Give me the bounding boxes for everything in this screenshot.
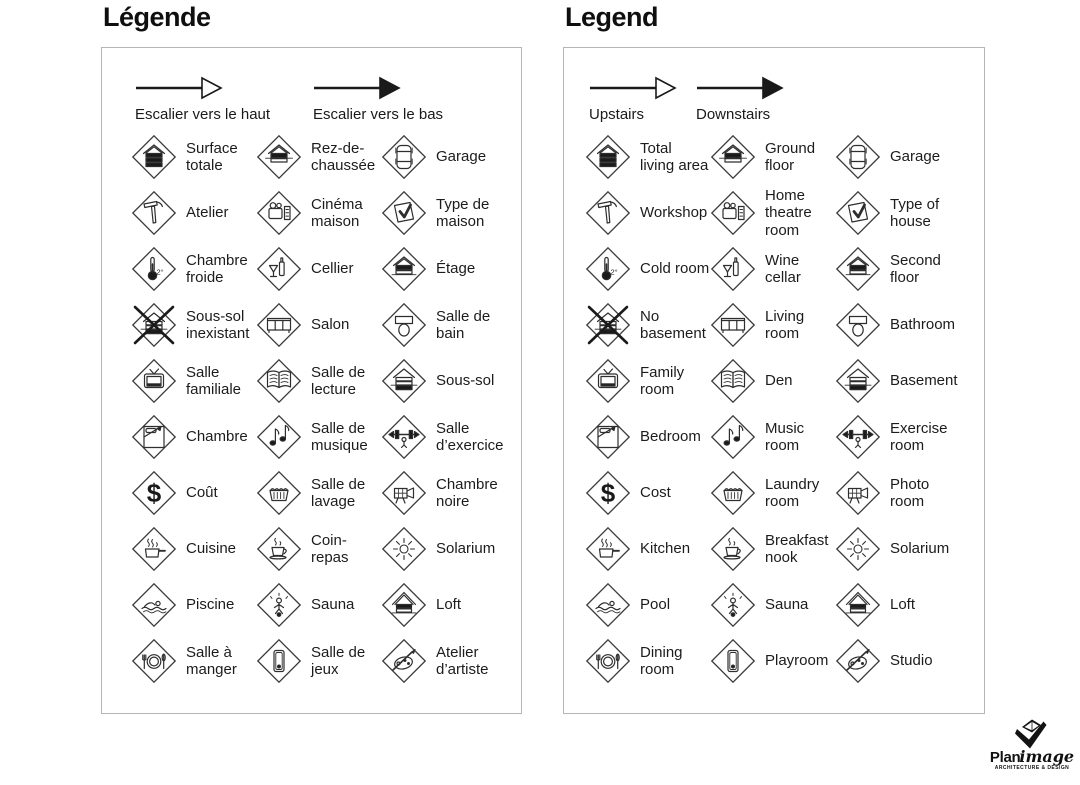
legend-item-label: Salon — [311, 316, 350, 334]
legend-item-label: Photo room — [890, 475, 930, 510]
legend-item-label: Coût — [186, 484, 218, 502]
legend-item-label: Studio — [890, 652, 933, 670]
arrow-label: Escalier vers le bas — [313, 106, 444, 123]
legend-item-label: Chambre noire — [436, 475, 498, 510]
wine-cellar-icon — [256, 246, 302, 292]
legend-item — [585, 633, 710, 689]
legend-item-label: Atelier d’artiste — [436, 643, 489, 678]
family-room-icon — [585, 358, 631, 404]
arrow-filled-icon — [313, 76, 401, 100]
legend-item — [256, 241, 381, 297]
no-basement-icon — [131, 302, 177, 348]
basement-icon — [381, 358, 427, 404]
legend-item — [835, 577, 970, 633]
bathroom-icon — [835, 302, 881, 348]
total-area-icon — [585, 134, 631, 180]
stairs-up-arrow-item — [589, 76, 677, 123]
legend-item — [710, 129, 835, 185]
stairs-down-arrow-item — [313, 76, 443, 123]
stairs-up-arrow-item — [135, 76, 270, 123]
legend-item — [256, 185, 381, 241]
ground-floor-icon — [710, 134, 756, 180]
legend-item — [585, 409, 710, 465]
legend-item-label: No basement — [640, 307, 706, 342]
cost-icon — [131, 470, 177, 516]
legend-item-label: Sauna — [311, 596, 355, 614]
legend-item-label: Salle de jeux — [311, 643, 366, 678]
home-theatre-icon — [710, 190, 756, 236]
legend-panel-english — [563, 47, 985, 714]
legend-item-label: Bedroom — [640, 428, 701, 446]
legend-item — [131, 297, 256, 353]
music-room-icon — [256, 414, 302, 460]
legend-item — [381, 409, 516, 465]
legend-item-label: Music room — [765, 419, 805, 454]
legend-item — [256, 465, 381, 521]
legend-item-label: Type of house — [890, 195, 940, 230]
legend-item — [381, 129, 516, 185]
legend-item-label: Loft — [436, 596, 462, 614]
ground-floor-icon — [256, 134, 302, 180]
legend-item-label: Exercise room — [890, 419, 948, 454]
legend-item — [835, 353, 970, 409]
legend-item — [585, 577, 710, 633]
legend-panel-french — [101, 47, 522, 714]
legend-item-label: Pool — [640, 596, 671, 614]
bathroom-icon — [381, 302, 427, 348]
playroom-icon — [710, 638, 756, 684]
legend-item — [710, 465, 835, 521]
legend-item-label: Coin-repas — [311, 531, 349, 566]
laundry-room-icon — [256, 470, 302, 516]
legend-item — [131, 465, 256, 521]
legend-item — [585, 521, 710, 577]
legend-item — [381, 577, 516, 633]
den-icon — [256, 358, 302, 404]
legend-item-label: Cuisine — [186, 540, 237, 558]
studio-icon — [835, 638, 881, 684]
cost-icon — [585, 470, 631, 516]
legend-item-label: Cinéma maison — [311, 195, 363, 230]
legend-item — [835, 129, 970, 185]
legend-item-label: Dining room — [640, 643, 683, 678]
legend-item — [131, 129, 256, 185]
dining-room-icon — [131, 638, 177, 684]
legend-item-label: Salle de lavage — [311, 475, 366, 510]
studio-icon — [381, 638, 427, 684]
basement-icon — [835, 358, 881, 404]
legend-item — [585, 353, 710, 409]
living-room-icon — [710, 302, 756, 348]
arrow-label: Downstairs — [696, 106, 771, 123]
garage-icon — [835, 134, 881, 180]
dining-room-icon — [585, 638, 631, 684]
legend-item-label: Workshop — [640, 204, 708, 222]
legend-item — [585, 297, 710, 353]
legend-item-label: Living room — [765, 307, 805, 342]
legend-item — [585, 241, 710, 297]
legend-item — [256, 409, 381, 465]
legend-item-label: Salle familiale — [186, 363, 242, 398]
legend-item-label: Solarium — [436, 540, 496, 558]
cold-room-icon — [131, 246, 177, 292]
legend-item — [256, 297, 381, 353]
legend-item — [710, 185, 835, 241]
legend-item-label: Laundry room — [765, 475, 820, 510]
legend-item-label: Cold room — [640, 260, 710, 278]
legend-item-label: Piscine — [186, 596, 235, 614]
workshop-icon — [585, 190, 631, 236]
arrow-label: Upstairs — [589, 106, 645, 123]
legend-item — [131, 521, 256, 577]
arrow-open-icon — [135, 76, 223, 100]
sauna-icon — [256, 582, 302, 628]
legend-item — [381, 521, 516, 577]
legend-item-label: Garage — [890, 148, 941, 166]
logo-word-image: image — [1019, 747, 1075, 766]
solarium-icon — [381, 526, 427, 572]
loft-icon — [835, 582, 881, 628]
legend-item-label: Second floor — [890, 251, 941, 286]
breakfast-nook-icon — [256, 526, 302, 572]
legend-item-label: Loft — [890, 596, 916, 614]
legend-item-label: Family room — [640, 363, 685, 398]
kitchen-icon — [131, 526, 177, 572]
legend-grid-french — [131, 129, 516, 689]
legend-item-label: Den — [765, 372, 793, 390]
legend-item — [131, 577, 256, 633]
legend-item — [835, 185, 970, 241]
legend-item — [381, 465, 516, 521]
legend-item — [131, 241, 256, 297]
legend-item — [381, 633, 516, 689]
family-room-icon — [131, 358, 177, 404]
exercise-room-icon — [381, 414, 427, 460]
legend-item — [835, 465, 970, 521]
legend-item — [381, 297, 516, 353]
legend-item-label: Ground floor — [765, 139, 816, 174]
legend-title-french: Légende — [103, 2, 211, 32]
legend-item — [585, 185, 710, 241]
arrow-label: Escalier vers le haut — [135, 106, 271, 123]
legend-item — [710, 353, 835, 409]
legend-item — [835, 409, 970, 465]
legend-item-label: Solarium — [890, 540, 950, 558]
legend-title-english: Legend — [565, 2, 659, 32]
legend-item — [131, 185, 256, 241]
playroom-icon — [256, 638, 302, 684]
photo-room-icon — [835, 470, 881, 516]
type-of-house-icon — [381, 190, 427, 236]
bedroom-icon — [585, 414, 631, 460]
total-area-icon — [131, 134, 177, 180]
photo-room-icon — [381, 470, 427, 516]
garage-icon — [381, 134, 427, 180]
planimage-logo — [984, 716, 1080, 771]
legend-item-label: Cellier — [311, 260, 354, 278]
legend-item — [585, 465, 710, 521]
legend-item-label: Salle de bain — [436, 307, 491, 342]
legend-item-label: Salle à manger — [186, 643, 237, 678]
arrow-open-icon — [589, 76, 677, 100]
loft-icon — [381, 582, 427, 628]
logo-subtitle: ARCHITECTURE & DESIGN — [994, 765, 1070, 771]
breakfast-nook-icon — [710, 526, 756, 572]
legend-item-label: Salle de lecture — [311, 363, 366, 398]
pool-icon — [131, 582, 177, 628]
legend-item — [585, 129, 710, 185]
cold-room-icon — [585, 246, 631, 292]
legend-item — [835, 241, 970, 297]
legend-item-label: Bathroom — [890, 316, 956, 334]
type-of-house-icon — [835, 190, 881, 236]
exercise-room-icon — [835, 414, 881, 460]
legend-item — [256, 577, 381, 633]
workshop-icon — [131, 190, 177, 236]
no-basement-icon — [585, 302, 631, 348]
legend-item-label: Wine cellar — [765, 251, 801, 286]
legend-item — [835, 521, 970, 577]
legend-item — [710, 633, 835, 689]
legend-item — [710, 241, 835, 297]
legend-item-label: Kitchen — [640, 540, 691, 558]
legend-item-label: Sous-sol — [436, 372, 495, 390]
legend-item-label: Surface totale — [186, 139, 238, 174]
bedroom-icon — [131, 414, 177, 460]
legend-item-label: Playroom — [765, 652, 829, 670]
legend-item-label: Cost — [640, 484, 671, 502]
legend-item-label: Étage — [436, 260, 476, 278]
second-floor-icon — [835, 246, 881, 292]
legend-item — [256, 521, 381, 577]
legend-item-label: Home theatre room — [765, 186, 812, 239]
legend-item-label: Total living area — [640, 139, 709, 174]
legend-item — [131, 409, 256, 465]
second-floor-icon — [381, 246, 427, 292]
kitchen-icon — [585, 526, 631, 572]
legend-item-label: Breakfast nook — [765, 531, 829, 566]
legend-item — [835, 297, 970, 353]
legend-item-label: Salle de musique — [311, 419, 368, 454]
sauna-icon — [710, 582, 756, 628]
logo-word-plan: Plan — [989, 749, 1021, 766]
home-theatre-icon — [256, 190, 302, 236]
wine-cellar-icon — [710, 246, 756, 292]
legend-item — [710, 409, 835, 465]
legend-item — [710, 297, 835, 353]
legend-item-label: Salle d’exercice — [436, 419, 504, 454]
legend-item — [256, 353, 381, 409]
solarium-icon — [835, 526, 881, 572]
music-room-icon — [710, 414, 756, 460]
legend-item-label: Chambre froide — [186, 251, 248, 286]
arrow-filled-icon — [696, 76, 784, 100]
legend-item — [381, 241, 516, 297]
legend-grid-english — [585, 129, 970, 689]
legend-item-label: Chambre — [186, 428, 248, 446]
legend-item — [381, 185, 516, 241]
legend-item — [256, 633, 381, 689]
legend-item — [710, 521, 835, 577]
legend-item-label: Basement — [890, 372, 958, 390]
pool-icon — [585, 582, 631, 628]
den-icon — [710, 358, 756, 404]
legend-item-label: Garage — [436, 148, 487, 166]
legend-item — [131, 633, 256, 689]
legend-item — [835, 633, 970, 689]
legend-item-label: Sauna — [765, 596, 809, 614]
legend-item-label: Rez-de-chaussée — [311, 139, 376, 174]
legend-item — [131, 353, 256, 409]
living-room-icon — [256, 302, 302, 348]
legend-item-label: Type de maison — [436, 195, 490, 230]
planimage-logo-text — [984, 747, 1080, 766]
laundry-room-icon — [710, 470, 756, 516]
legend-item — [381, 353, 516, 409]
legend-item-label: Atelier — [186, 204, 229, 222]
legend-item — [710, 577, 835, 633]
stairs-down-arrow-item — [696, 76, 784, 123]
legend-item-label: Sous-sol inexistant — [186, 307, 250, 342]
legend-item — [256, 129, 381, 185]
